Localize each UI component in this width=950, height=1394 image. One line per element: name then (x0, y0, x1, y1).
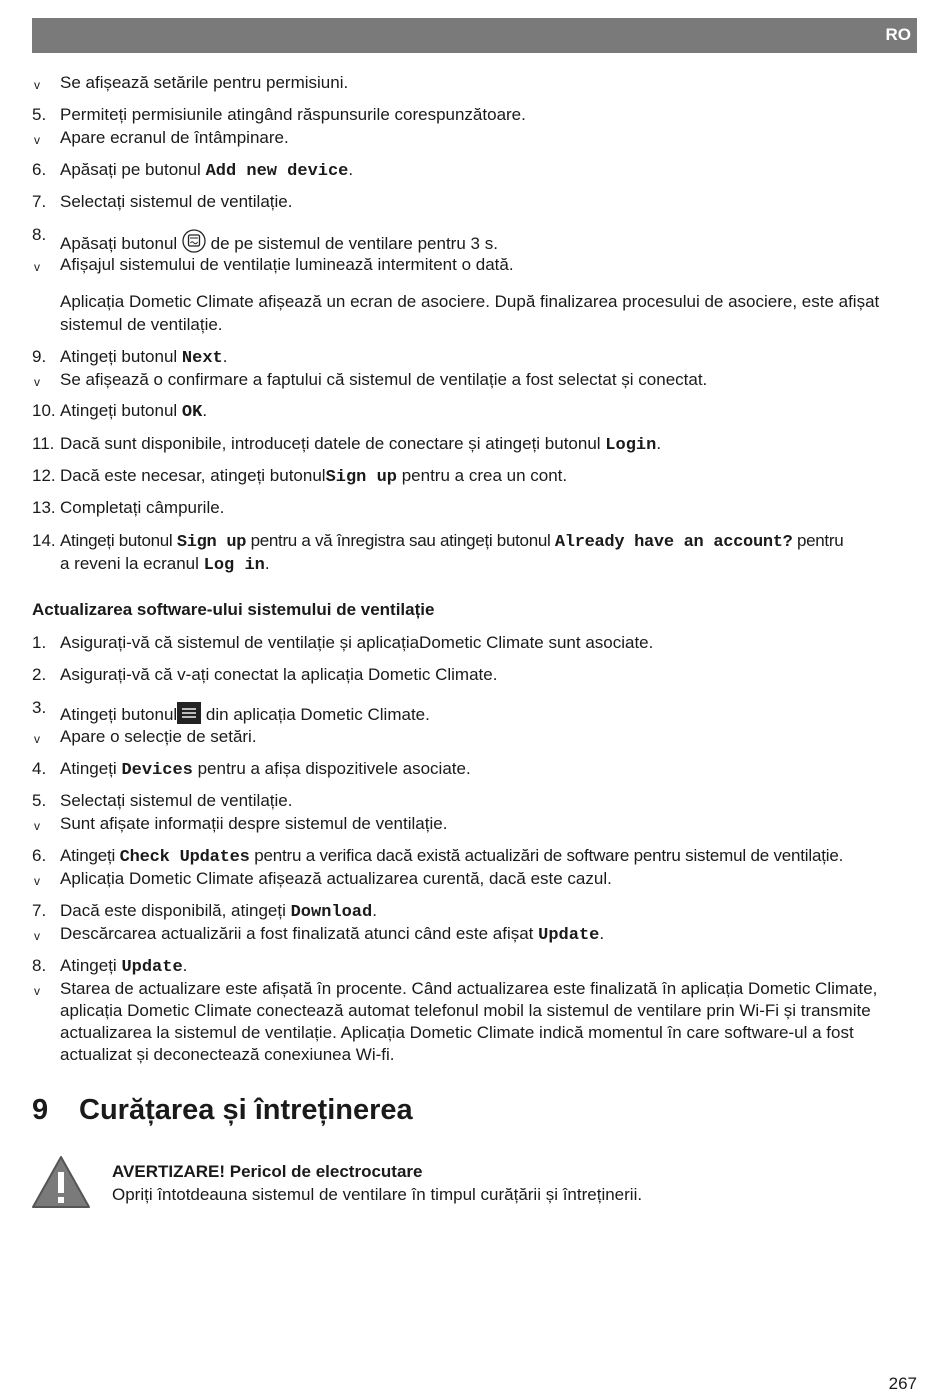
ui-button-label: Already have an account? (554, 533, 793, 552)
step-text: Starea de actualizare este afișată în procente. Când actualizarea este finalizată în aplicația Dometic Climate, (60, 979, 878, 998)
step-text: Atingeți Update. (60, 956, 188, 977)
ui-button-label: Log in (203, 556, 265, 575)
step-text: Selectați sistemul de ventilație. (60, 192, 293, 211)
chapter-number: 9 (32, 1094, 49, 1126)
step-text: aplicația Dometic Climate conectează automat telefonul mobil la sistemul de ventilare prin Wi-Fi și transmite (60, 1001, 871, 1020)
chapter-title: Curățarea și întreținerea (79, 1094, 413, 1126)
step-text: Dacă sunt disponibile, introduceți datele de conectare și atingeți butonul Login. (60, 434, 662, 455)
step-number: 3. (32, 698, 47, 717)
result-marker: v (34, 78, 40, 92)
result-marker: v (34, 929, 40, 943)
ui-button-label: Sign up (176, 533, 247, 552)
step-number: 12. (32, 466, 56, 485)
step-text: Dacă este disponibilă, atingeți Download. (60, 901, 377, 922)
step-number: 11. (32, 434, 55, 453)
step-text: Dacă este necesar, atingeți butonulSign up pentru a crea un cont. (60, 466, 568, 487)
step-text: Se afișează setările pentru permisiuni. (60, 73, 349, 92)
step-number: 5. (32, 105, 47, 124)
result-marker: v (34, 375, 40, 389)
result-marker: v (34, 819, 40, 833)
language-label: RO (885, 25, 911, 44)
step-text: Sunt afișate informații despre sistemul de ventilație. (60, 814, 448, 833)
result-marker: v (34, 984, 40, 998)
step-text: Descărcarea actualizării a fost finalizată atunci când este afișat Update. (60, 924, 605, 945)
step-text: Atingeți Check Updates pentru a verifica dacă există actualizări de software pentru sistemul de ventilație. (60, 846, 844, 867)
step-number: 7. (32, 901, 47, 920)
step-number: 8. (32, 225, 47, 244)
paragraph-line: sistemul de ventilație. (60, 315, 223, 334)
step-text: Afișajul sistemului de ventilație luminează intermitent o dată. (60, 255, 514, 274)
step-text: actualizat și deconectează conexiunea Wi-fi. (60, 1045, 395, 1064)
step-number: 8. (32, 956, 47, 975)
step-number: 4. (32, 759, 47, 778)
ui-button-label: Login (605, 436, 657, 455)
step-number: 6. (32, 160, 47, 179)
step-text: Completați câmpurile. (60, 498, 225, 517)
page-number: 267 (888, 1374, 917, 1393)
step-text: Atingeți butonul Sign up pentru a vă înregistra sau atingeți butonul Already have an account? pentru (60, 531, 844, 552)
result-marker: v (34, 874, 40, 888)
header-bar (32, 18, 917, 53)
section-heading: Actualizarea software-ului sistemului de ventilație (32, 600, 435, 619)
ui-button-label: Add new device (205, 162, 349, 181)
step-text: Permiteți permisiunile atingând răspunsurile corespunzătoare. (60, 105, 526, 124)
result-marker: v (34, 260, 40, 274)
step-text: Apare ecranul de întâmpinare. (60, 128, 289, 147)
ui-button-label: Devices (121, 761, 193, 780)
ui-button-label: Sign up (325, 468, 397, 487)
ui-button-label: OK (181, 403, 203, 422)
ui-button-label: Next (181, 349, 223, 368)
step-text: Asigurați-vă că sistemul de ventilație și aplicațiaDometic Climate sunt asociate. (60, 633, 654, 652)
ui-button-label: Download (290, 903, 373, 922)
step-number: 14. (32, 531, 56, 550)
step-number: 9. (32, 347, 47, 366)
step-text: Atingeți butonul OK. (60, 401, 208, 422)
ui-button-label: Check Updates (119, 848, 250, 867)
ui-button-label: Update (121, 958, 183, 977)
warning-text: Opriți întotdeauna sistemul de ventilare în timpul curățării și întreținerii. (112, 1185, 643, 1204)
step-text: Atingeți Devices pentru a afișa dispozitivele asociate. (60, 759, 471, 780)
step-number: 7. (32, 192, 47, 211)
paragraph-line: Aplicația Dometic Climate afișează un ecran de asociere. După finalizarea procesului de asociere, este afișat (60, 292, 880, 311)
step-number: 6. (32, 846, 47, 865)
step-text: Atingeți butonul Next. (60, 347, 228, 368)
chapter-heading (32, 1090, 413, 1130)
step-number: 1. (32, 633, 47, 652)
step-text: Asigurați-vă că v-ați conectat la aplicația Dometic Climate. (60, 665, 498, 684)
step-number: 2. (32, 665, 47, 684)
step-number: 10. (32, 401, 56, 420)
step-text: Se afișează o confirmare a faptului că sistemul de ventilație a fost selectat și conectat. (60, 370, 708, 389)
warning-triangle-icon (31, 1155, 91, 1209)
step-number: 5. (32, 791, 47, 810)
step-number: 13. (32, 498, 56, 517)
warning-title: AVERTIZARE! Pericol de electrocutare (112, 1162, 423, 1181)
ui-button-label: Update (538, 926, 600, 945)
result-marker: v (34, 732, 40, 746)
step-text: Apăsați pe butonul Add new device. (60, 160, 354, 181)
step-text: Atingeți butonul din aplicația Dometic Climate. (60, 702, 918, 730)
step-text: Apăsați butonul de pe sistemul de ventilare pentru 3 s. (60, 229, 918, 259)
step-text: Apare o selecție de setări. (60, 727, 257, 746)
step-text: a reveni la ecranul Log in. (60, 554, 270, 575)
step-text: actualizarea la sistemul de ventilație. Aplicația Dometic Climate indică momentul în care software-ul a fost (60, 1023, 854, 1042)
result-marker: v (34, 133, 40, 147)
step-text: Aplicația Dometic Climate afișează actualizarea curentă, dacă este cazul. (60, 869, 612, 888)
step-text: Selectați sistemul de ventilație. (60, 791, 293, 810)
